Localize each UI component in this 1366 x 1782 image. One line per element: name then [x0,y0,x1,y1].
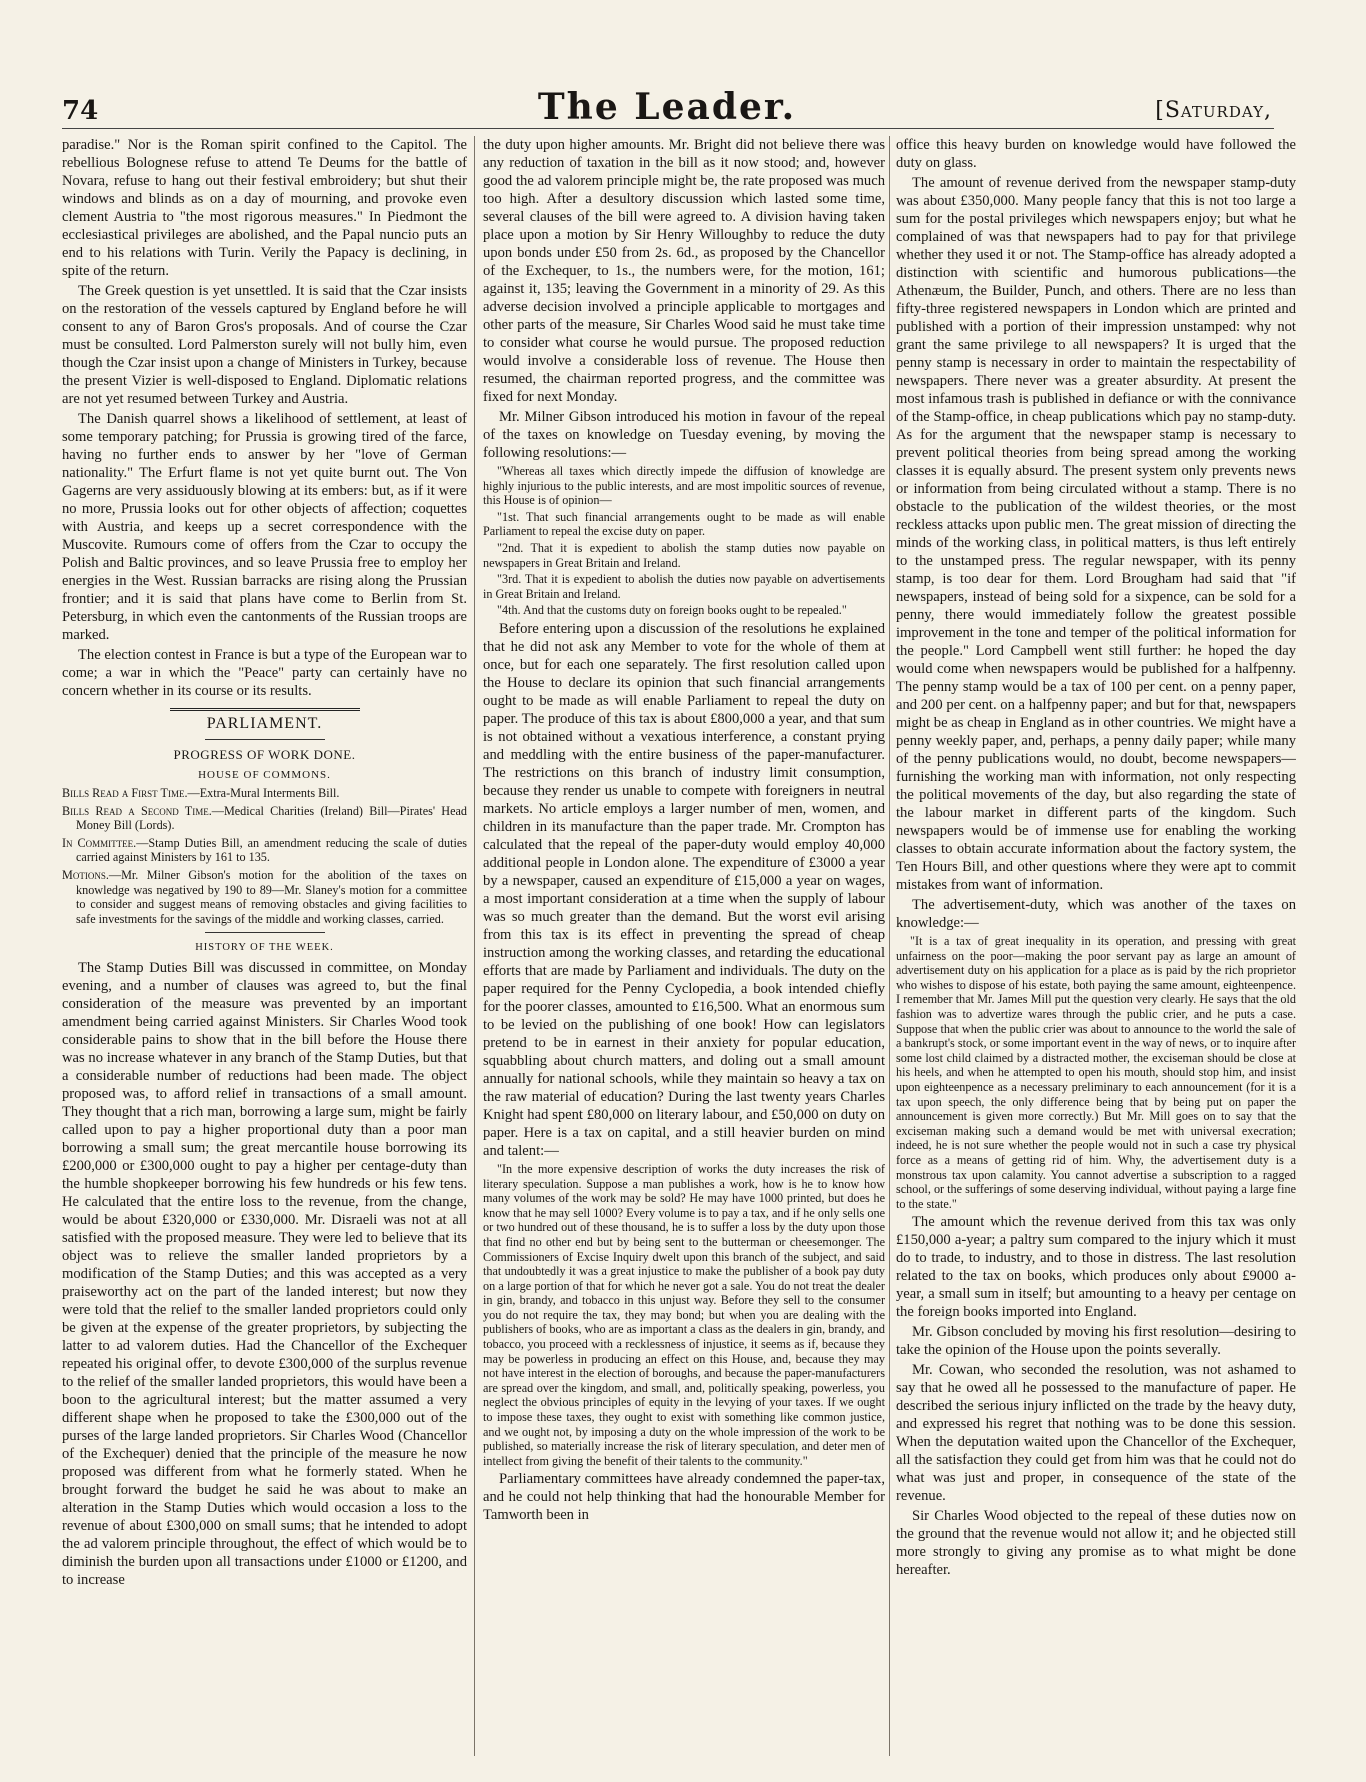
issue-day: [Saturday, [1155,98,1272,123]
quote-paragraph: "1st. That such financial arrangements ought to be made as will enable Parliament to repeal the excise duty on paper. [483,509,885,539]
newspaper-title: The Leader. [537,86,797,128]
page-number: 74 [62,96,99,126]
quote-paragraph: "4th. And that the customs duty on foreign books ought to be repealed." [497,603,847,618]
paragraph: the duty upon higher amounts. Mr. Bright did not believe there was any reduction of taxation in the bill as it now stood; and, however good the ad valorem principle might be, the rate proposed was much too high. After a desultory discussion which lasted some time, several clauses of the bill were agreed to. A division having taken place upon a motion by Sir Henry Willoughby to reduce the duty upon bonds under £50 from 2s. 6d., as proposed by the Chancellor of the Exchequer, to 1s., the numbers were, for the motion, 161; against it, 135; leaving the Government in a minority of 29. As this adverse decision involved a principle applicable to mortgages and other parts of the measure, Sir Charles Wood said he must take time to consider what course he would pursue. The proposed reduction would involve a considerable loss of revenue. The House then resumed, the chairman reported progress, and the committee was fixed for next Monday. [483,137,885,405]
section-rule [170,708,360,711]
resolutions-quote [483,464,885,618]
column-2 [483,136,885,1756]
paragraph: The Greek question is yet unsettled. It is said that the Czar insists on the restoration of the vessels captured by England before he will consent to any of Baron Gros's proposals. And of course the Czar must be consulted. Lord Palmerston surely will not bully him, even though the Czar insist upon a change of Ministers in Turkey, because the present Vizier is well-disposed to England. Diplomatic relations are not yet resumed between Turkey and Austria. [62,283,467,407]
quote-paragraph: "2nd. That it is expedient to abolish the stamp duties now payable on newspapers in Great Britain and Ireland. [483,540,885,570]
subsection-heading: HOUSE OF COMMONS. [198,769,331,781]
paragraph: Mr. Cowan, who seconded the resolution, was not ashamed to say that he owed all he possessed to the manufacture of paper. He described the serious injury inflicted on the trade by the heavy duty, and expressed his regret that nothing was to be done this session. When the deputation waited upon the Chancellor of the Exchequer, all the satisfaction they could get from him was that he could not do what was just and proper, in consequence of the state of the revenue. [896,1362,1296,1505]
paragraph: Mr. Gibson concluded by moving his first resolution—desiring to take the opinion of the House upon the points severally. [896,1324,1296,1359]
progress-list [62,786,467,926]
quote-paragraph: "3rd. That it is expedient to abolish the duties now payable on advertisements in Great Britain and Ireland. [483,572,885,601]
column-3 [896,136,1296,1756]
paragraph: The amount which the revenue derived from this tax was only £150,000 a-year; a paltry sum compared to the injury which it must do to trade, to industry, and to those in distress. The last resolution related to the tax on books, which produces only about £9000 a-year, a small sum in itself; but amounting to a heavy per centage on the foreign books imported into England. [896,1214,1296,1321]
paragraph: Before entering upon a discussion of the resolutions he explained that he did not ask any Member to vote for the whole of them at once, but for each one separately. The first resolution called upon the House to declare its opinion that such financial arrangements ought to be made as will enable Parliament to repeal the duty on paper. The produce of this tax is about £800,000 a year, and that sum is not obtained without a vexatious interference, a constant prying and meddling with the entire business of the paper-manufacturer. The restrictions on this branch of industry limit consumption, because they render us unable to compete with foreigners in neutral markets. No article employs a larger number of men, women, and children in its manufacture than the paper trade. Mr. Crompton has calculated that the repeal of the paper-duty would employ 40,000 additional people in London alone. The expenditure of £3000 a year by a newspaper, caused an expenditure of £15,000 a year on wages, a most important consideration at a time when the supply of labour was so much greater than the demand. But the worst evil arising from this tax is its effect in preventing the spread of cheap instruction among the working classes, and retarding the educational efforts that are made by Parliament and individuals. The duty on the paper required for the Penny Cyclopedia, a book intended chiefly for the poorer classes, amounted to £16,500. What an enormous sum to be levied on the publishing of one book! How can legislators pretend to be in earnest in their anxiety for popular education, squabbling about church matters, and doling out a small amount annually for national schools, while they maintain so heavy a tax on the raw material of education? During the last twenty years Charles Knight had spent £80,000 on literary labour, and £50,000 on duty on paper. Here is a tax on capital, and a still heavier burden on mind and talent:— [483,620,885,1159]
paragraph: Sir Charles Wood objected to the repeal of these duties now on the ground that the revenue would not allow it; and he objected still more strongly to giving any promise as to what might be done hereafter. [896,1508,1296,1579]
masthead-rule [62,128,1274,129]
paragraph: office this heavy burden on knowledge would have followed the duty on glass. [896,137,1296,171]
divider [205,739,325,740]
paragraph: Mr. Milner Gibson introduced his motion in favour of the repeal of the taxes on knowledge on Tuesday evening, by moving the following resolutions:— [483,409,885,461]
subsection-heading: PROGRESS OF WORK DONE. [173,747,356,762]
list-item: Bills Read a First Time.—Extra-Mural Interments Bill. [62,786,340,800]
list-item: Bills Read a Second Time.—Medical Charities (Ireland) Bill—Pirates' Head Money Bill (Lords). [62,803,467,833]
quote-paragraph: "It is a tax of great inequality in its operation, and pressing with great unfairness on the poor—making the poor servant pay as large an amount of advertisement duty on his application for a place as is paid by the rich proprietor who wishes to dispose of his estate, both paying the same amount, eighteenpence. I remember that Mr. James Mill put the question very clearly. He says that the old fashion was to advertize wares through the public crier, and he puts a case. Suppose that when the public crier was about to announce to the world the sale of a bankrupt's stock, or some important event in the way of news, or to inquire after some lost child claimed by a distracted mother, the exciseman should be close at his heels, and when he attempted to open his mouth, should stop him, and insist upon eighteenpence as a necessary preliminary to each announcement (for it is a tax upon speech, the only difference being that by being put on paper the announcement is given more correctly.) But Mr. Mill goes on to say that the exciseman making such a demand would be met with universal execration; indeed, he is not sure whether the people would not in such a case try physical force as a means of getting rid of him. Why, the advertisement duty is a monstrous tax upon calamity. You cannot advertise a subscription to a ragged school, or the sufferings of some deserving individual, without paying a large fine to the state." [896,934,1296,1211]
quote-paragraph: "Whereas all taxes which directly impede the diffusion of knowledge are highly injurious to the public interests, and are most impolitic sources of revenue, this House is of opinion— [483,464,885,508]
masthead [62,86,1272,130]
paragraph: The election contest in France is but a type of the European war to come; a war in which the "Peace" party can certainly have no concern whether in its course or its results. [62,647,467,699]
speech-quote [483,1162,885,1468]
speech-quote [896,934,1296,1211]
subsection-heading: HISTORY OF THE WEEK. [195,942,334,954]
paragraph: The amount of revenue derived from the newspaper stamp-duty was about £350,000. Many people fancy that this is not too large a sum for the postal privileges which newspapers enjoy; but what he complained of was that newspapers had to pay for that privilege whether they used it or not. The Stamp-office has already adopted a distinction with scientific and humorous publications—the Athenæum, the Builder, Punch, and others. There are no less than fifty-three registered newspapers in London which are printed and published with a portion of their impression unstamped: why not grant the same privilege to all newspapers? It is urged that the penny stamp is necessary in order to maintain the respectability of newspapers. There never was a greater absurdity. At present the most infamous trash is published in defiance or with the connivance of the Stamp-office, in cheap publications which pay no stamp-duty. As for the argument that the newspaper stamp is necessary to prevent political theories from being spread among the working classes it is equally absurd. The present system only prevents news or information from being circulated without a stamp. There is no obstacle to the publication of the wildest theories, or the most reckless attacks upon public men. The great mission of directing the minds of the working class, in political matters, is thus left entirely to the unstamped press. The regular newspaper, with its penny stamp, is too dear for them. Lord Brougham had said that "if newspapers, instead of being sold for a sixpence, can be sold for a penny, there would immediately follow the greatest possible improvement in the tone and temper of the political information for the people." Lord Campbell went still further: he hoped the day would come when newspapers would be published for a halfpenny. The penny stamp would be a tax of 100 per cent. on a penny paper, and 200 per cent. on a halfpenny paper; and but for that, newspapers might be as cheap in England as in other countries. We might have a penny weekly paper, and, perhaps, a penny daily paper; while many of the penny publications would, no doubt, become newspapers—furnishing the working man with information, not only respecting the political movements of the day, but also regarding the state of the labour market in different parts of the kingdom. Such newspapers would be of immense use for enabling the working classes to obtain accurate information about the factory system, the Ten Hours Bill, and other questions where they were apt to commit mistakes from want of information. [896,175,1296,893]
paragraph: The Stamp Duties Bill was discussed in committee, on Monday evening, and a number of clauses was agreed to, but the final consideration of the measure was prevented by an important amendment being carried against Ministers. Sir Charles Wood took considerable pains to show that in the bill before the House there was no increase whatever in any branch of the Stamp Duties, but that a considerable number of reductions had been made. The object proposed was, to afford relief in transactions of a small amount. They thought that a rich man, borrowing a large sum, might be fairly called upon to pay a higher proportional duty than a poor man borrowing a small sum; the great mercantile house borrowing its £200,000 or £300,000 ought to pay a higher per centage-duty than the humble shopkeeper borrowing his few hundreds or his few tens. He calculated that the entire loss to the revenue, from the change, would be about £320,000 or £330,000. Mr. Disraeli was not at all satisfied with the proposed measure. They were led to believe that its object was to relieve the smaller landed proprietors by a modification of the Stamp Duties; and this was accepted as a very praiseworthy act on the part of the landed interest; but now they were told that the relief to the smaller landed proprietors could only be given at the expense of the greater proprietors, by subjecting the latter to ad valorem duties. Had the Chancellor of the Exchequer repeated his original offer, to devote £300,000 of the surplus revenue to the relief of the smaller landed proprietors, this would have been a boon to the agricultural interest; but the matter assumed a very different shape when he proposed to take the £300,000 out of the purses of the large landed proprietors. Sir Charles Wood (Chancellor of the Exchequer) denied that the principle of the measure he now proposed was different from what he formerly stated. When he brought forward the budget he said he was about to make an alteration in the Stamp Duties which would occasion a loss to the revenue of about £300,000 on small sums; that he intended to adopt the ad valorem principle throughout, the effect of which would be to diminish the burden upon all transactions under £1000 or £1200, and to increase [62,960,467,1589]
paragraph: The Danish quarrel shows a likelihood of settlement, at least of some temporary patching; for Prussia is growing tired of the farce, having no further ends to answer by her "love of German nationality." The Erfurt flame is not yet quite burnt out. The Von Gagerns are very assiduously blowing at its embers: but, as if it were no more, Prussia looks out for other objects of affection; coquettes with Austria, and keeps up a secret correspondence with the Muscovite. Rumours come of offers from the Czar to occupy the Polish and Baltic provinces, and so leave Prussia free to employ her energies in the West. Russian barracks are rising along the Prussian frontier; and it is said that plans have come to Berlin from St. Petersburg, in which even the cantonments of the Russian troops are marked. [62,411,467,643]
divider [205,932,325,933]
paragraph: The advertisement-duty, which was another of the taxes on knowledge:— [896,897,1296,931]
quote-paragraph: "In the more expensive description of works the duty increases the risk of literary speculation. Suppose a man publishes a work, how is he to know how many volumes of the work may be sold? He may have 1000 printed, but does he know that he may sell 1000? Every volume is to pay a tax, and if he only sells one or two hundred out of these thousand, he is to suffer a loss by the duty upon those that find no other end but by being sent to the butterman or cheesemonger. The Commissioners of Excise Inquiry dwelt upon this branch of the subject, and said that undoubtedly it was a great injustice to make the publisher of a book pay duty on a large portion of that for which he never got a sale. You do not treat the dealer in gin, brandy, and tobacco in this unjust way. Before they sell to the consumer you do not require the tax, they may bond; but when you are dealing with the publishers of books, who are as important a class as the dealers in gin, brandy, and tobacco, you proceed with a recklessness of injustice, it seems as if, because they may be powerless in producing an effect on this House, and, because they may not have interest in the election of boroughs, and because the paper-manufacturers are spread over the kingdom, and small, and, politically speaking, powerless, you neglect the obvious principles of equity in the levying of your taxes. If we ought to impose these taxes, they ought to exist with something like common justice, and we ought not, by imposing a duty on the whole impression of the work to be published, so materially increase the risk of literary speculation, and deter men of intellect from giving the benefit of their talents to the community." [483,1161,885,1468]
paragraph: paradise." Nor is the Roman spirit confined to the Capitol. The rebellious Bolognese refuse to attend Te Deums for the battle of Novara, refuse to hang out their festival embroidery; but shut their windows and blinds as on a day of mourning, and provoke even clement Austria to "the most rigorous measures." In Piedmont the ecclesiastical privileges are abolished, and the Papal nuncio puts an end to his relations with Turin. Verily the Papacy is declining, in spite of the return. [62,137,467,279]
list-item: Motions.—Mr. Milner Gibson's motion for the abolition of the taxes on knowledge was negatived by 190 to 89—Mr. Slaney's motion for a committee to consider and suggest means of removing obstacles and giving facilities to safe investments for the savings of the middle and working classes, carried. [62,867,467,926]
column-1 [62,136,467,1756]
column-divider [474,136,475,1756]
column-divider [889,136,890,1756]
section-heading: PARLIAMENT. [206,715,323,732]
list-item: In Committee.—Stamp Duties Bill, an amendment reducing the scale of duties carried against Ministers by 161 to 135. [62,835,467,865]
paragraph: Parliamentary committees have already condemned the paper-tax, and he could not help thinking that had the honourable Member for Tamworth been in [483,1471,885,1524]
